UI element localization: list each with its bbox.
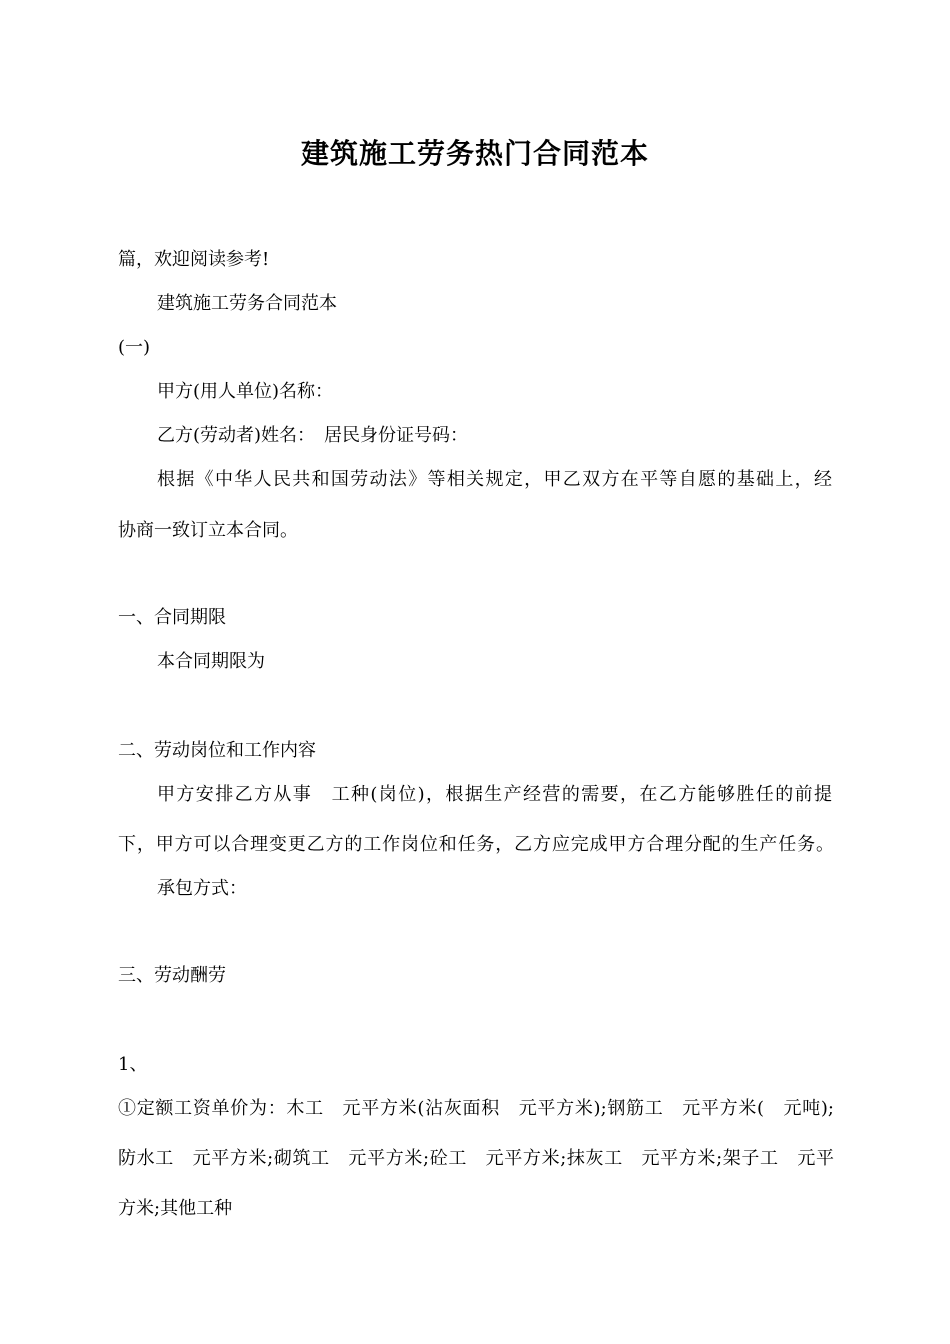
contract-method: 承包方式： — [157, 878, 247, 899]
section-number: (一) — [118, 337, 151, 358]
intro-line: 篇，欢迎阅读参考! — [118, 249, 270, 270]
term-text: 本合同期限为 — [157, 651, 265, 672]
section-heading-pay: 三、劳动酬劳 — [118, 965, 226, 986]
wage-line-3: 方米;其他工种 — [118, 1198, 233, 1219]
job-line-1: 甲方安排乙方从事 工种(岗位)，根据生产经营的需要，在乙方能够胜任的前提 — [157, 784, 832, 805]
wage-line-1: ①定额工资单价为：木工 元平方米(沾灰面积 元平方米);钢筋工 元平方米( 元吨); — [118, 1098, 834, 1119]
preamble-line-1: 根据《中华人民共和国劳动法》等相关规定，甲乙双方在平等自愿的基础上，经 — [157, 469, 832, 490]
section-heading-term: 一、合同期限 — [118, 607, 226, 628]
document-title: 建筑施工劳务热门合同范本 — [300, 137, 649, 170]
clause-number: 1、 — [118, 1054, 148, 1075]
section-heading-job: 二、劳动岗位和工作内容 — [118, 740, 316, 761]
wage-line-2: 防水工 元平方米;砌筑工 元平方米;砼工 元平方米;抹灰工 元平方米;架子工 元平 — [118, 1148, 834, 1169]
party-a-name: 甲方(用人单位)名称： — [157, 381, 334, 402]
preamble-line-2: 协商一致订立本合同。 — [118, 520, 298, 541]
party-b-name: 乙方(劳动者)姓名： 居民身份证号码： — [157, 425, 469, 446]
job-line-2: 下，甲方可以合理变更乙方的工作岗位和任务，乙方应完成甲方合理分配的生产任务。 — [118, 834, 834, 855]
contract-subtitle: 建筑施工劳务合同范本 — [157, 293, 337, 314]
